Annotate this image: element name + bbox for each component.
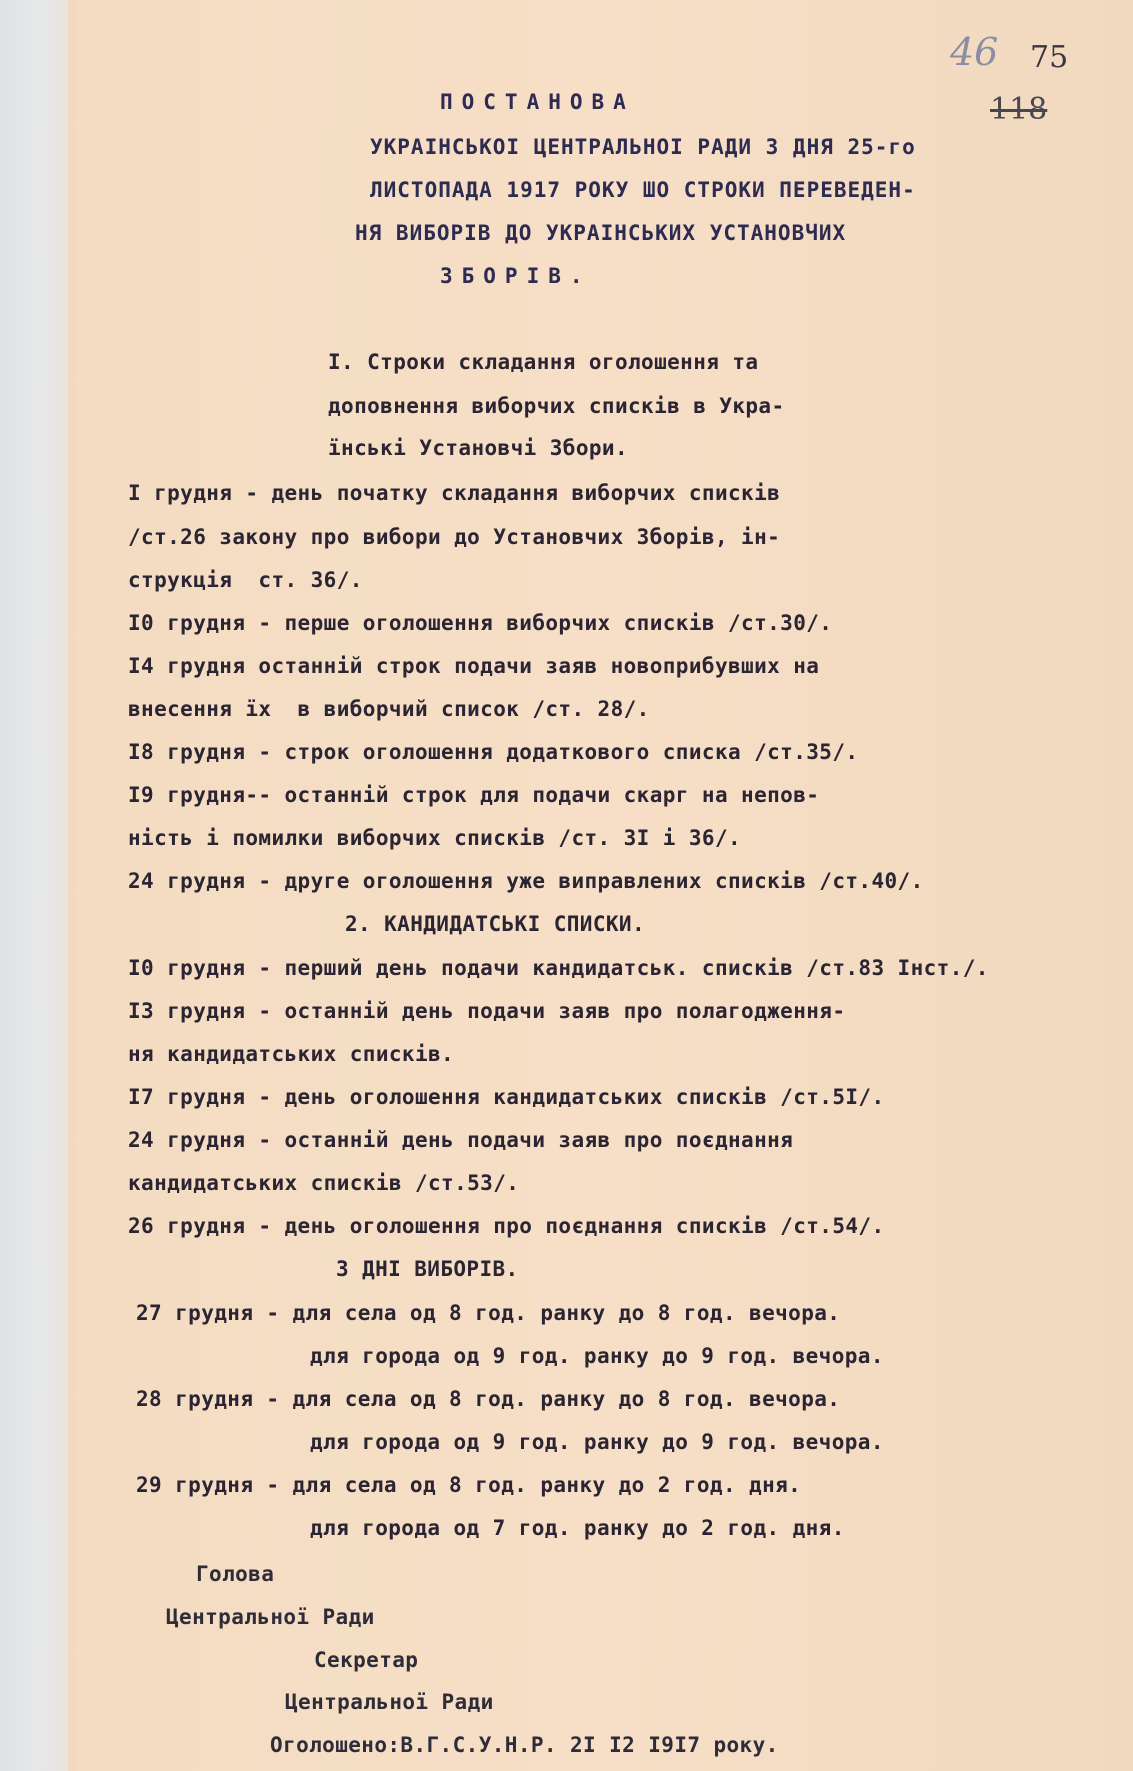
text-line: 29 грудня - для села од 8 год. ранку до 2 год. дня.	[136, 1473, 802, 1497]
text-line: кандидатських списків /ст.53/.	[128, 1171, 520, 1195]
section-heading: 3 ДНІ ВИБОРІВ.	[336, 1257, 519, 1281]
text-line: для города од 9 год. ранку до 9 год. вечора.	[310, 1344, 884, 1368]
text-line: I0 грудня - перший день подачи кандидатськ. списків /ст.83 Інст./.	[128, 956, 989, 980]
section-heading: доповнення виборчих списків в Укра-	[328, 394, 785, 418]
signature-title: Центральної Ради	[285, 1690, 494, 1714]
text-line: I3 грудня - останній день подачи заяв про полагодження-	[128, 999, 846, 1023]
title-line: ЗБОРІВ.	[440, 264, 592, 288]
text-line: для города од 9 год. ранку до 9 год. вечора.	[310, 1430, 884, 1454]
text-line: 27 грудня - для села од 8 год. ранку до 8 год. вечора.	[136, 1301, 841, 1325]
text-line: I7 грудня - день оголошення кандидатських списків /ст.5I/.	[128, 1085, 885, 1109]
text-line: I грудня - день початку складання виборчих списків	[128, 481, 781, 505]
text-line: I8 грудня - строк оголошення додаткового списка /ст.35/.	[128, 740, 859, 764]
signature-title: Центральної Ради	[166, 1605, 375, 1629]
text-line: 28 грудня - для села од 8 год. ранку до 8 год. вечора.	[136, 1387, 841, 1411]
text-line: 24 грудня - друге оголошення уже виправлених списків /ст.40/.	[128, 869, 924, 893]
title-line: ЛИСТОПАДА 1917 РОКУ ШО СТРОКИ ПЕРЕВЕДЕН-	[370, 178, 916, 202]
paper-margin	[0, 0, 68, 1771]
text-line: для города од 7 год. ранку до 2 год. дня.	[310, 1516, 845, 1540]
struck-folio-number: 118	[990, 92, 1048, 127]
title-line: НЯ ВИБОРІВ ДО УКРАІНСЬКИХ УСТАНОВЧИХ	[355, 221, 847, 245]
section-heading: 2. КАНДИДАТСЬКІ СПИСКИ.	[345, 912, 645, 936]
text-line: ня кандидатських списків.	[128, 1042, 455, 1066]
signature-title: Голова	[196, 1562, 275, 1586]
text-line: 26 грудня - день оголошення про поєднання списків /ст.54/.	[128, 1214, 885, 1238]
title-line: УКРАІНСЬКОІ ЦЕНТРАЛЬНОІ РАДИ З ДНЯ 25-го	[370, 135, 916, 159]
text-line: I4 грудня останній строк подачи заяв новоприбувших на	[128, 654, 820, 678]
text-line: 24 грудня - останній день подачи заяв про поєднання	[128, 1128, 794, 1152]
document-heading: ПОСТАНОВА	[440, 90, 635, 114]
text-line: I9 грудня-- останній строк для подачи скарг на непов-	[128, 783, 820, 807]
folio-number: 75	[1030, 40, 1069, 75]
text-line: /ст.26 закону про вибори до Установчих Зборів, ін-	[128, 525, 781, 549]
publication-note: Оголошено:В.Г.С.У.Н.Р. 2I I2 I9I7 року.	[270, 1733, 779, 1757]
text-line: струкція ст. 36/.	[128, 568, 363, 592]
text-line: I0 грудня - перше оголошення виборчих списків /ст.30/.	[128, 611, 833, 635]
text-line: внесення їх в виборчий список /ст. 28/.	[128, 697, 650, 721]
section-heading: їнські Установчі Збори.	[328, 436, 628, 460]
pencil-number: 46	[950, 30, 999, 74]
signature-title: Секретар	[314, 1648, 419, 1672]
text-line: ність і помилки виборчих списків /ст. 3I і 36/.	[128, 826, 742, 850]
section-heading: I. Строки складання оголошення та	[328, 350, 759, 374]
